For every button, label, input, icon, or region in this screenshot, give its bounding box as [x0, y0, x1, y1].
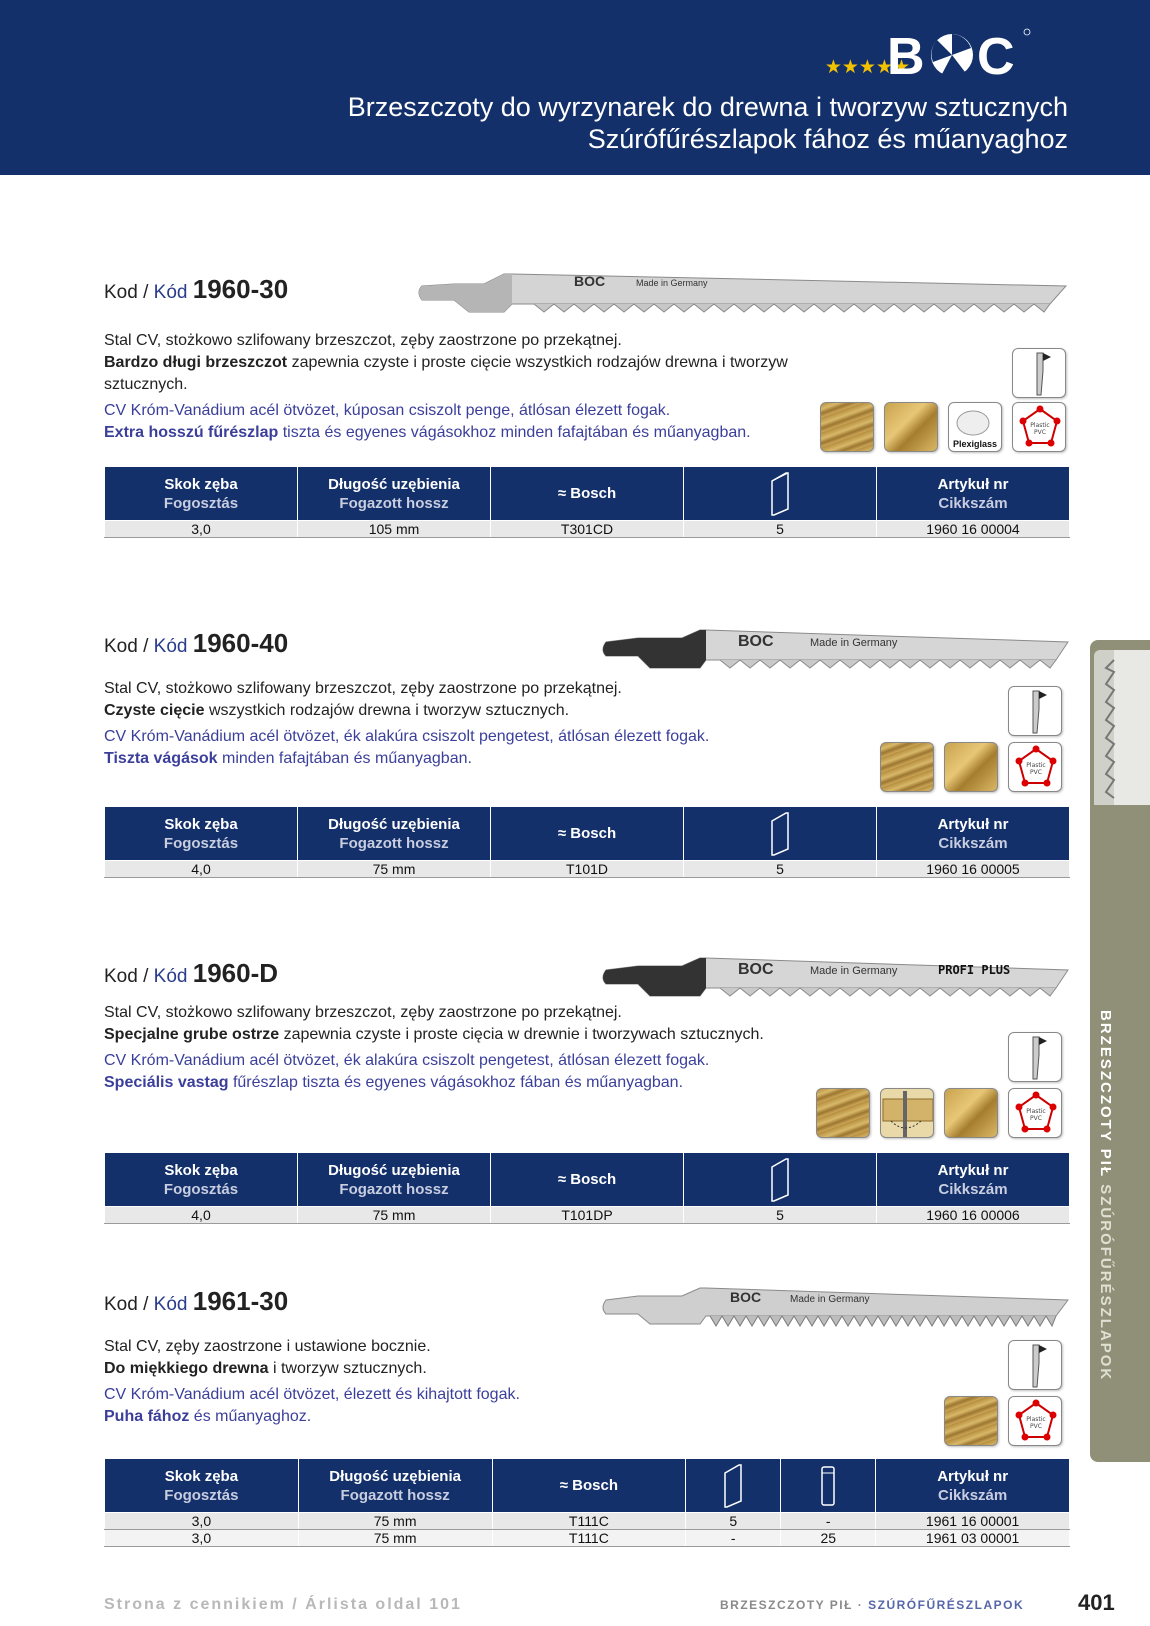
- footer-section-name: [720, 1598, 1024, 1612]
- th-label-hu: Fogazott hossz: [339, 834, 449, 852]
- wood-joint-icon: [880, 742, 934, 792]
- wood-plank-icon: [884, 402, 938, 452]
- product-code: 1960-40: [192, 628, 289, 658]
- th-toothed-length: [298, 467, 491, 521]
- kod-separator: /: [137, 966, 154, 987]
- product-code: 1960-D: [192, 958, 279, 988]
- th-bosch: ≈ Bosch: [491, 1153, 684, 1207]
- desc-polish-line1: Stal CV, stożkowo szlifowany brzeszczot, zęby zaostrzone po przekątnej.: [104, 1004, 622, 1021]
- cell-pitch: 3,0: [105, 1530, 299, 1547]
- softwood-icon: [944, 1396, 998, 1446]
- cell-bosch: T101D: [491, 861, 684, 878]
- plastic-pvc-icon: [1008, 1088, 1062, 1138]
- th-label-pl: Skok zęba: [164, 475, 238, 493]
- desc-polish-line2: [104, 700, 794, 722]
- th-label-hu: Fogosztás: [163, 494, 239, 512]
- spec-table: [104, 1152, 1070, 1224]
- product-code-line: [104, 274, 288, 305]
- page-number: 401: [1078, 1590, 1115, 1615]
- product-1961-30: [104, 1282, 1070, 1552]
- th-article-no: [877, 467, 1070, 521]
- rating-stars: ★★★★★: [824, 57, 910, 78]
- th-tooth-pitch: [105, 807, 298, 861]
- desc-polish-rest: i tworzyw sztucznych.: [268, 1360, 427, 1377]
- blade-shape-icon: [1012, 348, 1066, 398]
- th-label-hu: Cikkszám: [938, 1180, 1008, 1198]
- saw-blade-image: [600, 1282, 1072, 1340]
- kod-separator: /: [137, 282, 154, 303]
- th-label-pl: Artykuł nr: [937, 1161, 1009, 1179]
- svg-text:Plastic: Plastic: [1026, 1108, 1046, 1115]
- spec-table: [104, 806, 1070, 878]
- kod-polish: Kod: [104, 282, 138, 303]
- th-label-hu: Fogazott hossz: [339, 494, 449, 512]
- desc-hungarian-line2: [104, 748, 794, 770]
- desc-polish-line1: Stal CV, stożkowo szlifowany brzeszczot, zęby zaostrzone po przekątnej.: [104, 680, 622, 697]
- wood-joint-icon: [816, 1088, 870, 1138]
- plastic-pvc-icon: [1012, 402, 1066, 452]
- product-code-line: [104, 1286, 288, 1317]
- th-label-hu: Fogosztás: [163, 834, 239, 852]
- cell-bulk-pack: -: [781, 1513, 876, 1530]
- desc-hungarian-line2: [104, 1406, 794, 1428]
- cell-pack: 5: [684, 1207, 877, 1224]
- svg-text:Made in Germany: Made in Germany: [810, 965, 898, 977]
- th-label-pl: Długość uzębienia: [328, 475, 460, 493]
- page-header: [0, 0, 1150, 175]
- blade-shape-icon: [1008, 1032, 1062, 1082]
- th-bosch: ≈ Bosch: [491, 467, 684, 521]
- th-pack-icon: [684, 1153, 877, 1207]
- kod-hungarian: Kód: [153, 1294, 188, 1315]
- svg-text:BOC: BOC: [738, 633, 774, 650]
- svg-text:C: C: [977, 28, 1015, 80]
- kod-separator: /: [137, 636, 154, 657]
- product-1960-30: [104, 270, 1070, 540]
- desc-hungarian-rest: fűrészlap tiszta és egyenes vágásokhoz fában és műanyagban.: [228, 1074, 684, 1091]
- desc-hungarian-line2: [104, 1072, 794, 1094]
- cell-pack: 5: [684, 521, 877, 538]
- table-row: [105, 861, 1070, 878]
- cell-pack: 5: [686, 1513, 781, 1530]
- desc-hungarian-bold: Puha fához: [104, 1408, 190, 1425]
- cell-length: 75 mm: [298, 1530, 492, 1547]
- product-description: [104, 1002, 794, 1094]
- th-label-hu: Fogazott hossz: [339, 1180, 449, 1198]
- svg-text:PVC: PVC: [1030, 1115, 1042, 1122]
- cell-bulk-pack: 25: [781, 1530, 876, 1547]
- product-code: 1960-30: [192, 274, 289, 304]
- desc-hungarian-bold: Tiszta vágások: [104, 750, 218, 767]
- table-row: [105, 521, 1070, 538]
- spec-table: [104, 466, 1070, 538]
- cell-bosch: T301CD: [491, 521, 684, 538]
- th-label-pl: Długość uzębienia: [328, 1161, 460, 1179]
- th-label-pl: Artykuł nr: [937, 1467, 1009, 1485]
- blade-thumbnail-icon: [1094, 650, 1150, 805]
- cell-bosch: T111C: [492, 1530, 686, 1547]
- th-article-no: [877, 807, 1070, 861]
- th-label-hu: Fogazott hossz: [340, 1486, 450, 1504]
- desc-polish-line2: [104, 1024, 794, 1046]
- kod-polish: Kod: [104, 636, 138, 657]
- cell-bosch: T101DP: [491, 1207, 684, 1224]
- desc-hungarian-bold: Speciális vastag: [104, 1074, 229, 1091]
- table-row: [105, 1530, 1070, 1547]
- th-label-pl: Długość uzębienia: [329, 1467, 461, 1485]
- svg-text:PVC: PVC: [1034, 429, 1046, 436]
- kod-hungarian: Kód: [153, 636, 188, 657]
- svg-text:BOC: BOC: [730, 1289, 762, 1305]
- plastic-pvc-icon: [1008, 1396, 1062, 1446]
- desc-polish-line2: [104, 352, 794, 396]
- desc-hungarian-line1: CV Króm-Vanádium acél ötvözet, ék alakúra csiszolt pengetest, átlósan élezett fogak.: [104, 728, 710, 745]
- blade-shape-icon: [1008, 686, 1062, 736]
- th-tooth-pitch: [105, 467, 298, 521]
- th-label-pl: Artykuł nr: [937, 815, 1009, 833]
- table-row: [105, 1207, 1070, 1224]
- kod-polish: Kod: [104, 1294, 138, 1315]
- svg-text:Made in Germany: Made in Germany: [636, 278, 708, 288]
- cell-length: 75 mm: [298, 861, 491, 878]
- desc-polish-rest: zapewnia czyste i proste cięcia w drewnie i tworzywach sztucznych.: [279, 1026, 764, 1043]
- cell-length: 105 mm: [298, 521, 491, 538]
- th-toothed-length: [298, 1153, 491, 1207]
- title-hungarian: Szúrófűrészlapok fához és műanyaghoz: [587, 124, 1068, 154]
- svg-text:PVC: PVC: [1030, 1423, 1042, 1430]
- footer-pricelist-ref: [104, 1596, 462, 1614]
- product-code-line: [104, 958, 278, 989]
- th-label-hu: Cikkszám: [938, 494, 1008, 512]
- svg-text:Plastic: Plastic: [1030, 422, 1050, 429]
- product-1960-D: [104, 952, 1070, 1232]
- plexiglass-icon: [948, 402, 1002, 452]
- saw-blade-image: [414, 270, 1074, 328]
- th-bosch: ≈ Bosch: [491, 807, 684, 861]
- kod-polish: Kod: [104, 966, 138, 987]
- cell-bosch: T111C: [492, 1513, 686, 1530]
- svg-text:BOC: BOC: [574, 273, 606, 289]
- svg-text:B: B: [887, 28, 925, 80]
- th-toothed-length: [298, 1459, 492, 1513]
- desc-polish-bold: Do miękkiego drewna: [104, 1360, 269, 1377]
- desc-polish-bold: Czyste cięcie: [104, 702, 205, 719]
- th-toothed-length: [298, 807, 491, 861]
- svg-text:Made in Germany: Made in Germany: [810, 637, 898, 649]
- desc-polish-line1: Stal CV, zęby zaostrzone i ustawione bocznie.: [104, 1338, 431, 1355]
- cell-article: 1960 16 00004: [877, 521, 1070, 538]
- cell-length: 75 mm: [298, 1207, 491, 1224]
- svg-text:BOC: BOC: [738, 961, 774, 978]
- footer-left-polish: Strona z cennikiem /: [104, 1596, 299, 1613]
- footer-right-polish: BRZESZCZOTY PIŁ ·: [720, 1598, 869, 1612]
- th-tooth-pitch: [105, 1459, 299, 1513]
- title-polish: Brzeszczoty do wyrzynarek do drewna i tworzyw sztucznych: [347, 92, 1068, 122]
- th-pack-icon: [686, 1459, 781, 1513]
- th-label-pl: Długość uzębienia: [328, 815, 460, 833]
- cell-length: 75 mm: [298, 1513, 492, 1530]
- th-tooth-pitch: [105, 1153, 298, 1207]
- table-row: [105, 1513, 1070, 1530]
- desc-polish-bold: Bardzo długi brzeszczot: [104, 354, 288, 371]
- kod-hungarian: Kód: [153, 282, 188, 303]
- cell-article: 1961 03 00001: [876, 1530, 1070, 1547]
- wood-plank-icon: [944, 1088, 998, 1138]
- kod-separator: /: [137, 1294, 154, 1315]
- th-pack-icon: [684, 807, 877, 861]
- side-label-hungarian: SZÚRÓFŰRÉSZLAPOK: [1097, 1184, 1114, 1382]
- product-1960-40: [104, 622, 1070, 882]
- desc-polish-line2: [104, 1358, 794, 1380]
- cell-article: 1960 16 00005: [877, 861, 1070, 878]
- side-tab-label: [1097, 1010, 1114, 1381]
- th-label-pl: Skok zęba: [164, 815, 238, 833]
- cell-article: 1960 16 00006: [877, 1207, 1070, 1224]
- th-article-no: [877, 1153, 1070, 1207]
- th-label-hu: Cikkszám: [938, 834, 1008, 852]
- product-code-line: [104, 628, 288, 659]
- cell-pitch: 3,0: [105, 1513, 299, 1530]
- th-label-pl: Skok zęba: [164, 1161, 238, 1179]
- cell-pitch: 4,0: [105, 861, 298, 878]
- spec-table: [104, 1458, 1070, 1547]
- product-description: [104, 1336, 794, 1428]
- wood-joint-icon: [820, 402, 874, 452]
- th-bulk-pack-icon: [781, 1459, 876, 1513]
- desc-hungarian-rest: és műanyaghoz.: [189, 1408, 312, 1425]
- desc-hungarian-rest: tiszta és egyenes vágásokhoz minden fafajtában és műanyagban.: [278, 424, 751, 441]
- footer-left-hungarian: Árlista oldal 101: [305, 1596, 462, 1613]
- svg-text:Made in Germany: Made in Germany: [790, 1294, 870, 1305]
- desc-hungarian-line1: CV Króm-Vanádium acél ötvözet, élezett és kihajtott fogak.: [104, 1386, 520, 1403]
- th-bosch: ≈ Bosch: [492, 1459, 686, 1513]
- svg-text:PVC: PVC: [1030, 769, 1042, 776]
- desc-hungarian-line1: CV Króm-Vanádium acél ötvözet, ék alakúra csiszolt pengetest, átlósan élezett fogak.: [104, 1052, 710, 1069]
- desc-polish-rest: zapewnia czyste i proste cięcie wszystkich rodzajów drewna i tworzyw sztucznych.: [104, 354, 788, 393]
- desc-hungarian-line1: CV Króm-Vanádium acél ötvözet, kúposan csiszolt penge, átlósan élezett fogak.: [104, 402, 671, 419]
- desc-polish-rest: wszystkich rodzajów drewna i tworzyw sztucznych.: [204, 702, 570, 719]
- svg-text:PROFI PLUS: PROFI PLUS: [938, 963, 1011, 977]
- desc-hungarian-rest: minden fafajtában és műanyagban.: [217, 750, 472, 767]
- cell-pitch: 3,0: [105, 521, 298, 538]
- wood-plank-icon: [944, 742, 998, 792]
- curved-cut-icon: [880, 1088, 934, 1138]
- th-label-hu: Fogosztás: [164, 1486, 239, 1504]
- desc-polish-line1: Stal CV, stożkowo szlifowany brzeszczot, zęby zaostrzone po przekątnej.: [104, 332, 622, 349]
- cell-pack: 5: [684, 861, 877, 878]
- side-label-polish: BRZESZCZOTY PIŁ: [1097, 1010, 1114, 1179]
- blade-shape-icon: [1008, 1340, 1062, 1390]
- footer-right-hungarian: SZÚRÓFŰRÉSZLAPOK: [868, 1598, 1025, 1612]
- svg-text:Plastic: Plastic: [1026, 762, 1046, 769]
- cell-pack: -: [686, 1530, 781, 1547]
- kod-hungarian: Kód: [153, 966, 188, 987]
- product-description: [104, 330, 794, 444]
- plastic-pvc-icon: [1008, 742, 1062, 792]
- saw-blade-image: [600, 624, 1072, 682]
- th-label-hu: Cikkszám: [938, 1486, 1008, 1504]
- th-article-no: [876, 1459, 1070, 1513]
- th-label-hu: Fogosztás: [163, 1180, 239, 1198]
- product-description: [104, 678, 794, 770]
- cell-article: 1961 16 00001: [876, 1513, 1070, 1530]
- th-pack-icon: [684, 467, 877, 521]
- product-code: 1961-30: [192, 1286, 289, 1316]
- th-label-pl: Skok zęba: [164, 1467, 239, 1485]
- plexiglass-label: Plexiglass: [952, 439, 998, 449]
- svg-text:Plastic: Plastic: [1026, 1416, 1046, 1423]
- boc-logo: [887, 28, 1032, 80]
- th-label-pl: Artykuł nr: [937, 475, 1009, 493]
- desc-hungarian-line2: [104, 422, 794, 444]
- cell-pitch: 4,0: [105, 1207, 298, 1224]
- desc-hungarian-bold: Extra hosszú fűrészlap: [104, 424, 279, 441]
- desc-polish-bold: Specjalne grube ostrze: [104, 1026, 280, 1043]
